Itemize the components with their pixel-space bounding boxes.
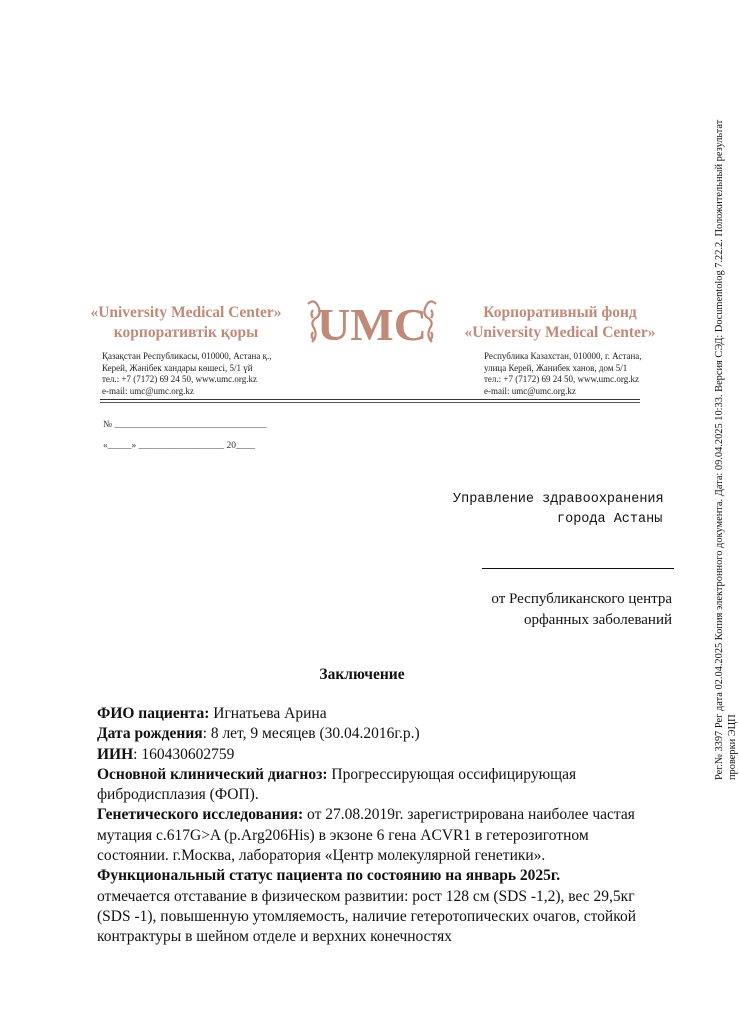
logo-text: UMC bbox=[317, 299, 427, 350]
dob-value: : 8 лет, 9 месяцев (30.04.2016г.р.) bbox=[202, 725, 420, 743]
fio-value: Игнатьева Арина bbox=[209, 705, 327, 722]
right-address-line: e-mail: umc@umc.org.kz bbox=[484, 385, 576, 396]
right-address-line: тел.: +7 (7172) 69 24 50, www.umc.org.kz bbox=[484, 374, 639, 384]
letterhead-left-title bbox=[86, 303, 286, 343]
left-address-line: Қазақстан Республикасы, 010000, Астана қ., bbox=[102, 351, 272, 361]
dob-label: Дата рождения bbox=[97, 725, 203, 743]
document-body bbox=[97, 704, 645, 948]
sender-block bbox=[491, 589, 672, 631]
stamp-line1: Рег.№ 3397 Рег дата 02.04.2025 Копия электронного документа. Дата: 09.04.2025 10:33. Версия СЭД: Documentolog 7.22.2. Положительный результат bbox=[714, 119, 725, 780]
functional-status-paragraph bbox=[97, 866, 645, 947]
letterhead-right-title-line2: «University Medical Center» bbox=[464, 324, 656, 341]
addressee-line2: города Астаны bbox=[557, 512, 663, 527]
document-heading: Заключение bbox=[319, 666, 405, 683]
letterhead-left-title-line2: корпоративтік қоры bbox=[113, 324, 259, 341]
left-address-line: Керей, Жәнібек хандары көшесі, 5/1 үй bbox=[102, 362, 253, 373]
left-address bbox=[102, 351, 272, 397]
dob-paragraph bbox=[97, 724, 645, 744]
genetic-label: Генетического исследования: bbox=[97, 806, 304, 824]
functional-status-label: Функциональный статус пациента по состоянию на январь 2025г. bbox=[97, 867, 561, 885]
functional-status-value: отмечается отставание в физическом развитии: рост 128 см (SDS -1,2), вес 29,5кг (SDS -1), повышенную утомляемость, наличие гетеротопических очагов, стойкой контрактуры в шейном отделе и верхних конечностях bbox=[97, 887, 636, 946]
diagnosis-value: Прогрессирующая оссифицирующая фибродисплазия (ФОП). bbox=[97, 765, 577, 804]
right-address bbox=[484, 351, 642, 397]
signature-line bbox=[482, 568, 674, 569]
iin-label: ИИН bbox=[97, 745, 134, 763]
sender-line1: от Республиканского центра bbox=[491, 591, 672, 607]
genetic-value: от 27.08.2019г. зарегистрирована наиболее частая мутация c.617G>A (p.Arg206His) в экзоне 6 гена ACVR1 в гетерозиготном состоянии. г.Москва, лаборатория «Центр молекулярной генетики». bbox=[97, 806, 635, 865]
sender-line2: орфанных заболеваний bbox=[523, 612, 672, 628]
iin-value: : 160430602759 bbox=[133, 745, 235, 763]
letterhead-right-title bbox=[460, 303, 660, 343]
right-address-line: улица Керей, Жанибек ханов, дом 5/1 bbox=[484, 362, 628, 373]
addressee-line1: Управление здравоохранения bbox=[453, 492, 664, 507]
left-address-line: e-mail: umc@umc.org.kz bbox=[102, 385, 194, 396]
umc-logo bbox=[304, 296, 440, 348]
diagnosis-label: Основной клинический диагноз: bbox=[97, 765, 328, 783]
right-address-line: Республика Казахстан, 010000, г. Астана, bbox=[484, 351, 642, 361]
iin-paragraph bbox=[97, 745, 645, 765]
electronic-document-stamp bbox=[714, 40, 739, 780]
stamp-line2: проверки ЭЦП bbox=[726, 714, 738, 780]
number-field: № ________________________________ bbox=[103, 420, 267, 430]
letterhead-rule bbox=[100, 399, 640, 400]
genetic-paragraph bbox=[97, 805, 645, 866]
letterhead-left-title-line1: «University Medical Center» bbox=[90, 304, 282, 321]
letterhead-rule-thin bbox=[100, 402, 640, 403]
fio-paragraph bbox=[97, 704, 645, 724]
date-field: «_____» __________________ 20____ bbox=[103, 441, 255, 451]
fio-label: ФИО пациента: bbox=[97, 705, 210, 722]
diagnosis-paragraph bbox=[97, 765, 645, 806]
left-address-line: тел.: +7 (7172) 69 24 50, www.umc.org.kz bbox=[102, 374, 257, 384]
letterhead-right-title-line1: Корпоративный фонд bbox=[483, 304, 637, 321]
